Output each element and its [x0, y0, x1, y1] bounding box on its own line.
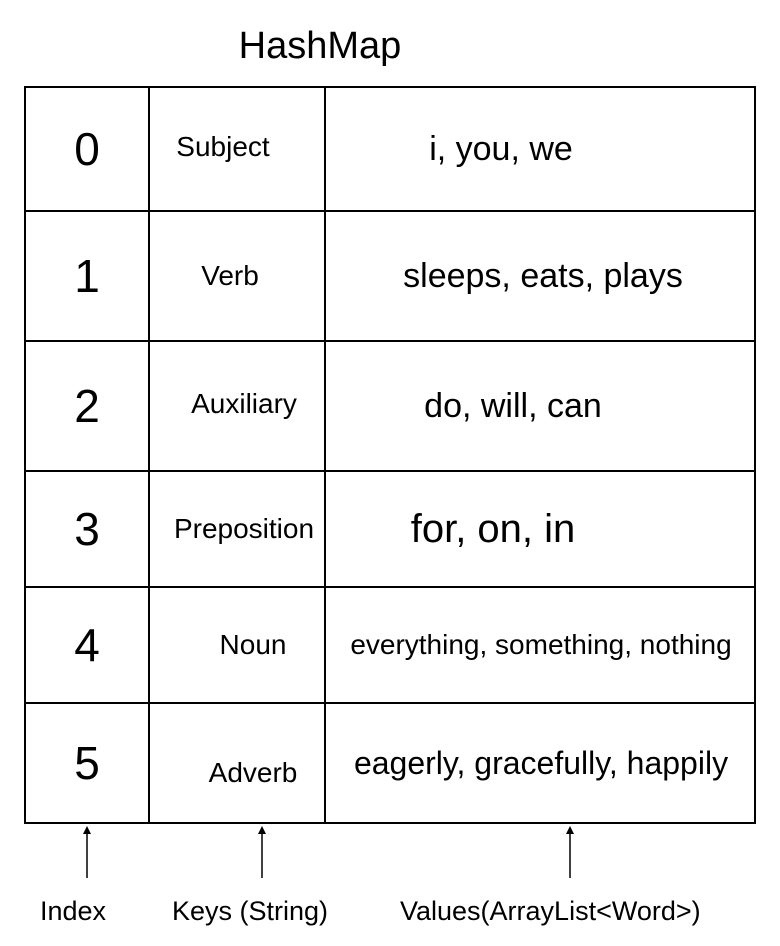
index-cell: 1: [26, 212, 150, 340]
table-row: [26, 588, 754, 704]
key-cell: Noun: [219, 629, 287, 660]
key-cell: Verb: [201, 260, 259, 291]
table-row: [26, 212, 754, 342]
index-cell: 0: [26, 88, 150, 210]
key-cell: Adverb: [208, 757, 298, 788]
value-cell: sleeps, eats, plays: [324, 212, 756, 340]
table-row: [26, 472, 754, 588]
index-cell: 3: [26, 472, 150, 586]
diagram-title: HashMap: [238, 25, 402, 67]
index-cell: 5: [26, 704, 150, 822]
table-row: [26, 88, 754, 212]
table-row: [26, 704, 754, 822]
value-cell: eagerly, gracefully, happily: [324, 704, 756, 822]
values-caption: Values(ArrayList<Word>): [400, 896, 701, 926]
index-arrow-icon: [81, 826, 93, 878]
index-cell: 4: [26, 588, 150, 702]
value-cell: do, will, can: [324, 342, 756, 470]
values-arrow-icon: [564, 826, 576, 878]
value-cell: everything, something, nothing: [324, 588, 756, 702]
keys-arrow-icon: [256, 826, 268, 878]
value-cell: i, you, we: [324, 88, 756, 210]
keys-caption: Keys (String): [172, 896, 329, 926]
index-cell: 2: [26, 342, 150, 470]
key-cell: Preposition: [173, 513, 315, 544]
key-cell: Auxiliary: [191, 388, 297, 419]
value-cell: for, on, in: [324, 472, 756, 586]
hashmap-table: [24, 86, 756, 824]
key-cell: Subject: [176, 131, 270, 162]
index-caption: Index: [40, 896, 107, 926]
table-row: [26, 342, 754, 472]
